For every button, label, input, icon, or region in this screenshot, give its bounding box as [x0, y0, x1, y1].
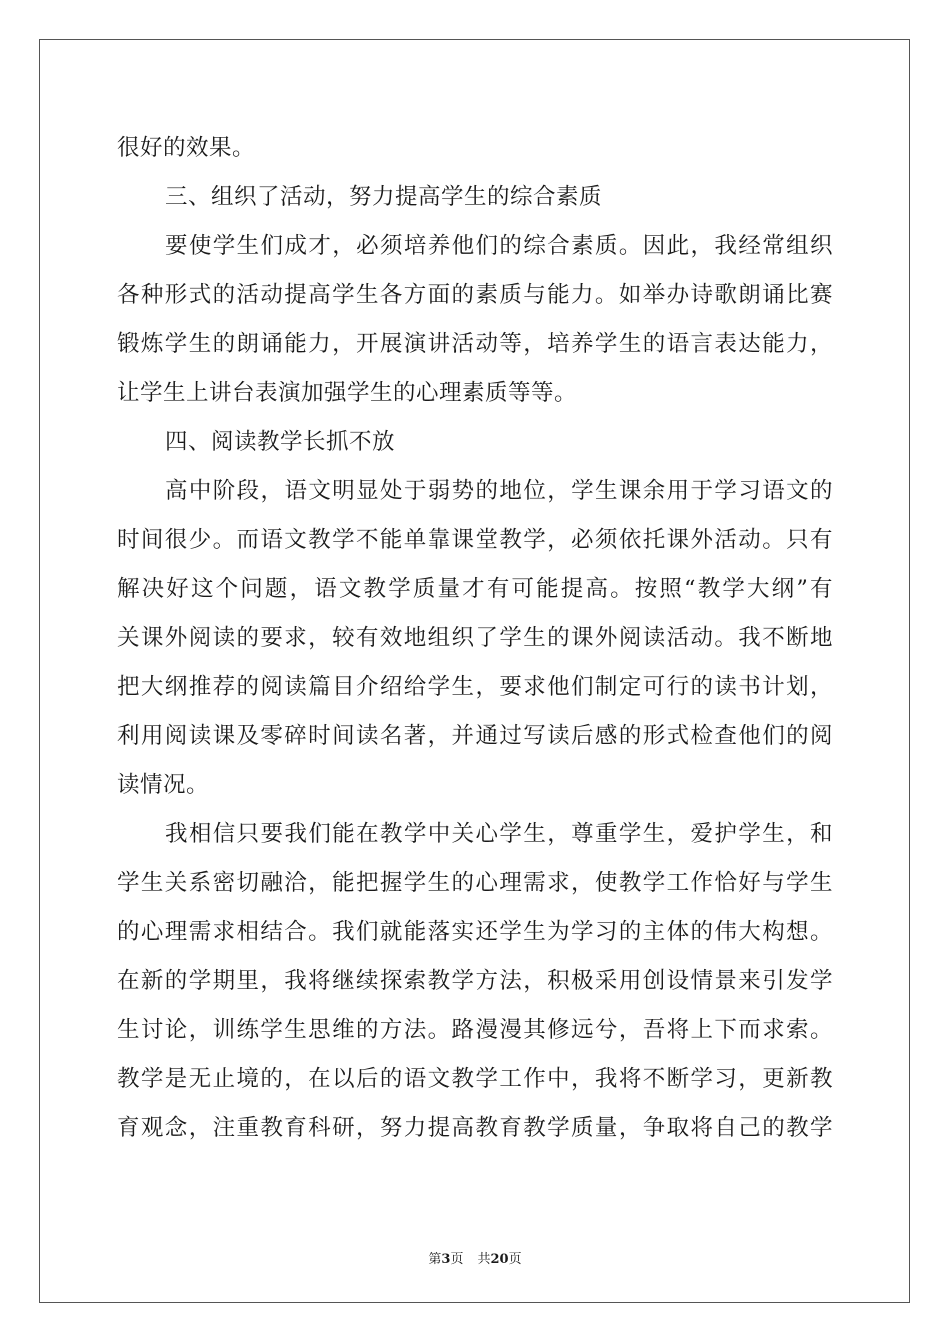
total-prefix: 共	[477, 1252, 491, 1267]
section-heading-4: 四、阅读教学长抓不放	[165, 429, 396, 455]
total-pages: 20	[490, 1252, 509, 1267]
paragraph-line: 生讨论，训练学生思维的方法。路漫漫其修远兮，吾将上下而求索。	[117, 1017, 833, 1043]
paragraph-line: 在新的学期里，我将继续探索教学方法，积极采用创设情景来引发学	[117, 968, 833, 994]
paragraph-line: 把大纲推荐的阅读篇目介绍给学生，要求他们制定可行的读书计划，	[117, 674, 833, 700]
paragraph-line: 利用阅读课及零碎时间读名著，并通过写读后感的形式检查他们的阅	[117, 723, 833, 749]
paragraph-line: 我相信只要我们能在教学中关心学生，尊重学生，爱护学生，和	[165, 821, 833, 847]
paragraph-line: 学生关系密切融洽，能把握学生的心理需求，使教学工作恰好与学生	[117, 870, 833, 896]
paragraph-line: 让学生上讲台表演加强学生的心理素质等等。	[117, 380, 578, 406]
paragraph-line: 的心理需求相结合。我们就能落实还学生为学习的主体的伟大构想。	[117, 919, 833, 945]
paragraph-line: 教学是无止境的，在以后的语文教学工作中，我将不断学习，更新教	[117, 1066, 833, 1092]
paragraph-line: 解决好这个问题，语文教学质量才有可能提高。按照“教学大纲”有	[117, 576, 833, 602]
paragraph-line: 各种形式的活动提高学生各方面的素质与能力。如举办诗歌朗诵比赛	[117, 282, 833, 308]
page-number: 3	[441, 1252, 451, 1267]
section-heading-3: 三、组织了活动，努力提高学生的综合素质	[165, 184, 603, 210]
paragraph-line: 很好的效果。	[117, 135, 256, 161]
page-footer	[0, 1248, 950, 1267]
paragraph-line: 锻炼学生的朗诵能力，开展演讲活动等，培养学生的语言表达能力，	[117, 331, 833, 357]
paragraph-line: 关课外阅读的要求，较有效地组织了学生的课外阅读活动。我不断地	[117, 625, 833, 651]
paragraph-line: 读情况。	[117, 772, 210, 798]
paragraph-line: 高中阶段，语文明显处于弱势的地位，学生课余用于学习语文的	[165, 478, 833, 504]
paragraph-line: 要使学生们成才，必须培养他们的综合素质。因此，我经常组织	[165, 233, 833, 259]
document-body	[117, 124, 833, 1153]
paragraph-line: 时间很少。而语文教学不能单靠课堂教学，必须依托课外活动。只有	[117, 527, 833, 553]
page-prefix: 第	[428, 1252, 442, 1267]
total-suffix: 页	[508, 1252, 522, 1267]
page-suffix: 页	[450, 1252, 464, 1267]
paragraph-line: 育观念，注重教育科研，努力提高教育教学质量，争取将自己的教学	[117, 1115, 833, 1141]
